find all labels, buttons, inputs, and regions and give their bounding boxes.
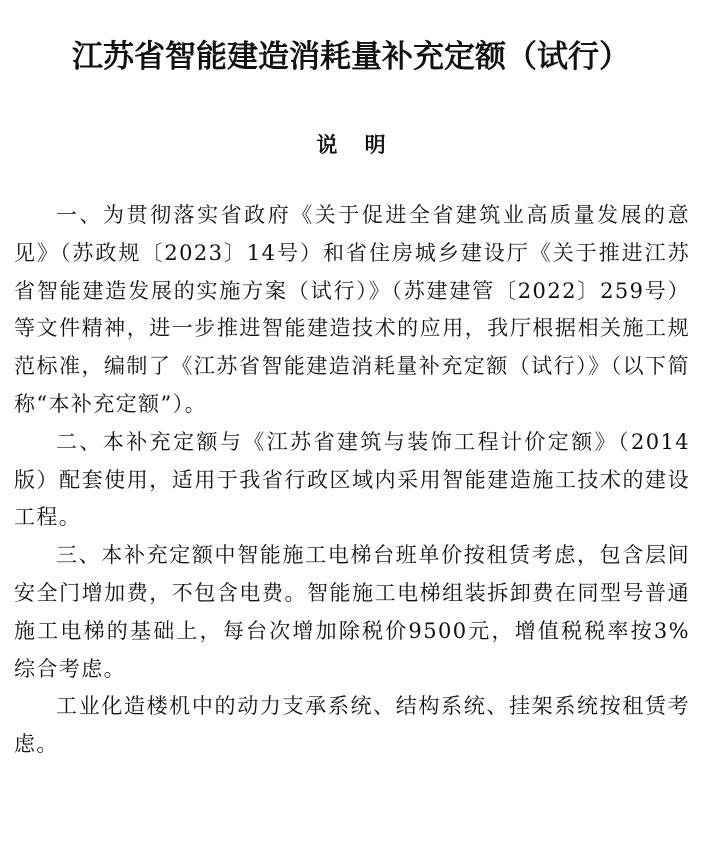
document-title: 江苏省智能建造消耗量补充定额（试行） [72, 38, 630, 75]
paragraph-2: 二、本补充定额与《江苏省建筑与装饰工程计价定额》（2014版）配套使用，适用于我省行政区域内采用智能建造施工技术的建设工程。 [14, 429, 690, 530]
paragraph-3: 三、本补充定额中智能施工电梯台班单价按租赁考虑，包含层间安全门增加费，不包含电费。智能施工电梯组装拆卸费在同型号普通施工电梯的基础上，每台次增加除税价9500元，增值税税率按3%综合考虑。 [14, 543, 690, 681]
paragraph-4: 工业化造楼机中的动力支承系统、结构系统、挂架系统按租赁考虑。 [14, 694, 690, 757]
section-heading: 说 明 [316, 133, 396, 158]
paragraph-1: 一、为贯彻落实省政府《关于促进全省建筑业高质量发展的意见》（苏政规〔2023〕14号）和省住房城乡建设厅《关于推进江苏省智能建造发展的实施方案（试行）》（苏建建管〔2022〕259号）等文件精神，进一步推进智能建造技术的应用，我厅根据相关施工规范标准，编制了《江苏省智能建造消耗量补充定额（试行）》（以下简称“本补充定额”）。 [14, 203, 690, 416]
document-body [14, 197, 690, 764]
